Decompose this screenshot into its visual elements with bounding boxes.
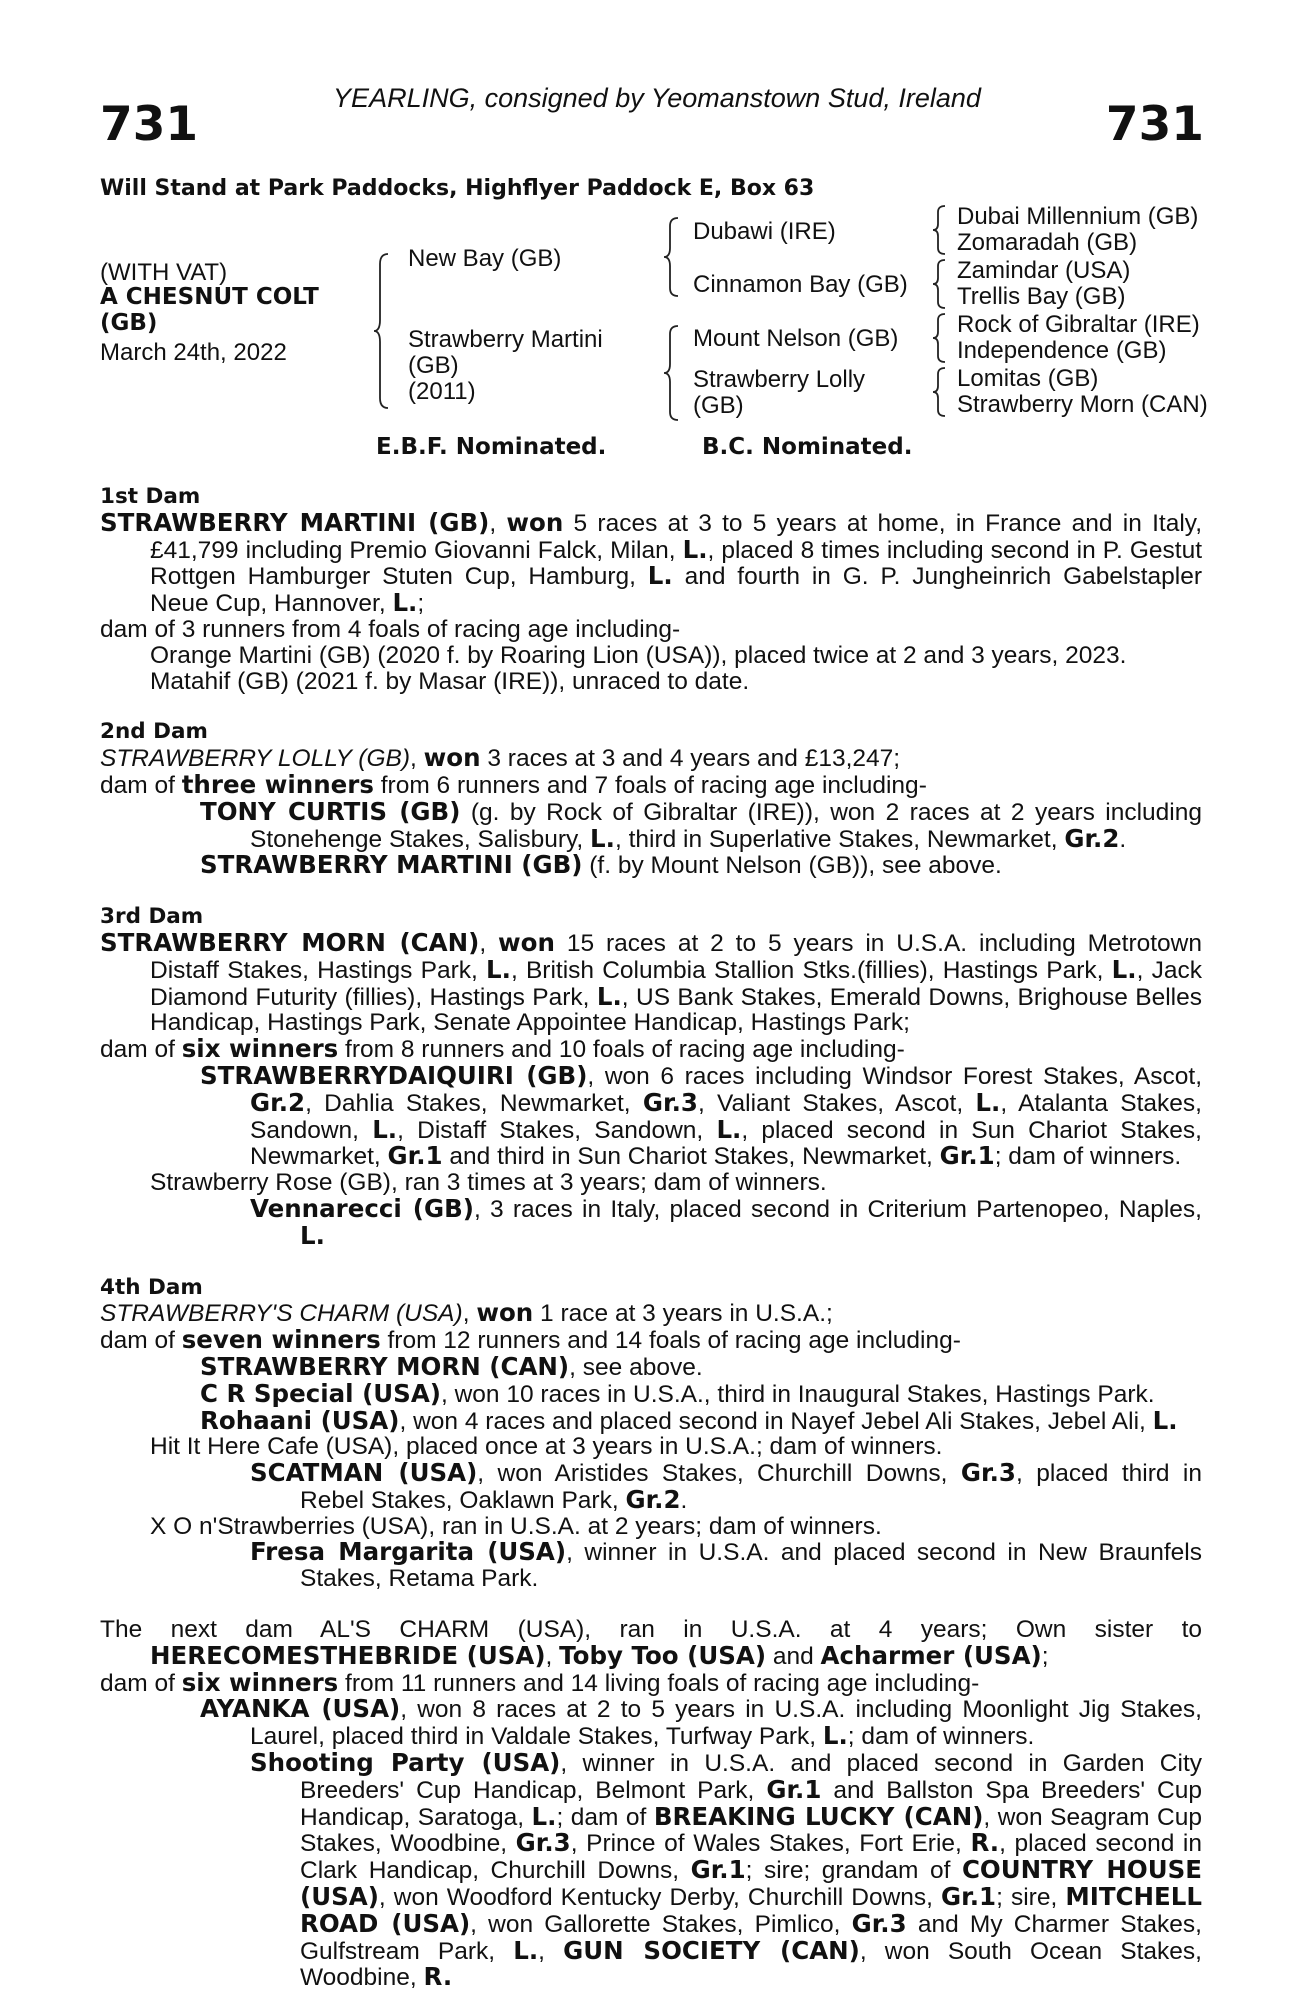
sire: New Bay (GB) — [408, 245, 562, 272]
consignment-subtitle: YEARLING, consigned by Yeomanstown Stud, Ireland — [333, 83, 981, 113]
dss: Rock of Gibraltar (IRE) — [957, 311, 1200, 338]
dam-line2: (GB) — [408, 352, 459, 379]
stand-location: Will Stand at Park Paddocks, Highflyer Paddock E, Box 63 — [100, 176, 815, 201]
lot-number-left: 731 — [100, 97, 199, 152]
horse-country: (GB) — [100, 310, 158, 336]
foaling-date: March 24th, 2022 — [100, 339, 287, 366]
next-dam-record: The next dam AL'S CHARM (USA), ran in U.S.A. at 4 years; Own sister to HERECOMESTHEBRIDE (USA), Toby Too (USA) and Acharmer (USA); — [100, 1616, 1202, 1670]
progeny-item: STRAWBERRY MORN (CAN), see above. — [200, 1351, 703, 1381]
next-dam-section — [100, 1617, 1202, 1991]
lot-number-right: 731 — [1105, 97, 1204, 152]
progeny-item: Orange Martini (GB) (2020 f. by Roaring Lion (USA)), placed twice at 2 and 3 years, 2023. — [150, 641, 1127, 669]
progeny-item: STRAWBERRYDAIQUIRI (GB), won 6 races including Windsor Forest Stakes, Ascot, Gr.2, Dahlia Stakes, Newmarket, Gr.3, Valiant Stakes, Ascot, L., Atalanta Stakes, Sandown, L., Distaff Stakes, Sandown, L., placed second in Sun Chariot Stakes, Newmarket, Gr.1 and third in Sun Chariot Stakes, Newmarket, Gr.1; dam of winners. — [200, 1060, 1203, 1171]
progeny-item: STRAWBERRY MARTINI (GB) (f. by Mount Nelson (GB)), see above. — [200, 850, 1002, 880]
progeny-item: TONY CURTIS (GB) (g. by Rock of Gibraltar (IRE)), won 2 races at 2 years including Stonehenge Stakes, Salisbury, L., third in Superlative Stakes, Newmarket, Gr.2. — [200, 796, 1203, 853]
dam-brace — [662, 324, 682, 424]
second-dam-produce: dam of three winners from 6 runners and 7 foals of racing age including- — [100, 769, 927, 799]
sire-dam: Cinnamon Bay (GB) — [693, 271, 908, 298]
second-dam-record: STRAWBERRY LOLLY (GB), won 3 races at 3 and 4 years and £13,247; — [100, 743, 901, 773]
sss: Dubai Millennium (GB) — [957, 203, 1199, 230]
next-dam-produce: dam of six winners from 11 runners and 14 living foals of racing age including- — [100, 1667, 980, 1697]
brace-3b — [931, 258, 949, 310]
dam-sire: Mount Nelson (GB) — [693, 325, 899, 352]
first-gen-brace — [372, 252, 392, 410]
second-dam-section — [100, 719, 1202, 879]
first-dam-record: STRAWBERRY MARTINI (GB), won 5 races at 3 to 5 years at home, in France and in Italy, £41,799 including Premio Giovanni Falck, Milan, L., placed 8 times including second in P. Gestut Rottgen Hamburger Stuten Cup, Hamburg, L. and fourth in G. P. Jungheinrich Gabelstapler Neue Cup, Hannover, L.; — [100, 507, 1203, 618]
third-dam-produce: dam of six winners from 8 runners and 10 foals of racing age including- — [100, 1034, 905, 1064]
dam-line1: Strawberry Martini — [408, 326, 603, 353]
bc-nomination: B.C. Nominated. — [702, 434, 913, 460]
progeny-item: Fresa Margarita (USA), winner in U.S.A. and placed second in New Braunfels Stakes, Retama Park. — [250, 1537, 1202, 1593]
fourth-dam-produce: dam of seven winners from 12 runners and 14 foals of racing age including- — [100, 1325, 961, 1355]
first-dam-produce: dam of 3 runners from 4 foals of racing age including- — [100, 615, 681, 643]
dam-foaled: (2011) — [408, 378, 476, 405]
progeny-item: C R Special (USA), won 10 races in U.S.A., third in Inaugural Stakes, Hastings Park. — [200, 1378, 1155, 1408]
dds: Lomitas (GB) — [957, 365, 1099, 392]
dsd: Independence (GB) — [957, 337, 1167, 364]
progeny-item: Rohaani (USA), won 4 races and placed second in Nayef Jebel Ali Stakes, Jebel Ali, L. — [200, 1405, 1178, 1435]
ddd: Strawberry Morn (CAN) — [957, 391, 1208, 418]
sdd: Trellis Bay (GB) — [957, 283, 1126, 310]
progeny-item: Strawberry Rose (GB), ran 3 times at 3 years; dam of winners. — [150, 1169, 827, 1197]
progeny-item: SCATMAN (USA), won Aristides Stakes, Churchill Downs, Gr.3, placed third in Rebel Stakes, Oaklawn Park, Gr.2. — [250, 1458, 1202, 1514]
fourth-dam-section — [100, 1275, 1202, 1593]
third-dam-heading: 3rd Dam — [100, 904, 204, 930]
progeny-item: Matahif (GB) (2021 f. by Masar (IRE)), unraced to date. — [150, 667, 750, 695]
horse-name: A CHESNUT COLT — [100, 284, 319, 310]
first-dam-section — [100, 484, 1202, 694]
brace-3d — [931, 366, 949, 418]
sire-brace — [662, 216, 682, 298]
third-dam-record: STRAWBERRY MORN (CAN), won 15 races at 2 to 5 years in U.S.A. including Metrotown Distaff Stakes, Hastings Park, L., British Columbia Stallion Stks.(fillies), Hastings Park, L., Jack Diamond Futurity (fillies), Hastings Park, L., US Bank Stakes, Emerald Downs, Brighouse Belles Handicap, Hastings Park, Senate Appointee Handicap, Hastings Park; — [100, 927, 1202, 1037]
sire-sire: Dubawi (IRE) — [693, 218, 836, 245]
progeny-item: Hit It Here Cafe (USA), placed once at 3 years in U.S.A.; dam of winners. — [150, 1433, 943, 1461]
brace-3a — [931, 204, 949, 256]
brace-3c — [931, 312, 949, 364]
catalogue-body — [100, 484, 1202, 1991]
third-dam-section — [100, 904, 1202, 1249]
progeny-item: Vennarecci (GB), 3 races in Italy, placed second in Criterium Partenopeo, Naples, L. — [250, 1193, 1202, 1250]
progeny-item: Shooting Party (USA), winner in U.S.A. and placed second in Garden City Breeders' Cup Handicap, Belmont Park, Gr.1 and Ballston Spa Breeders' Cup Handicap, Saratoga, L.; dam of BREAKING LUCKY (CAN), won Seagram Cup Stakes, Woodbine, Gr.3, Prince of Wales Stakes, Fort Erie, R., placed second in Clark Handicap, Churchill Downs, Gr.1; sire; grandam of COUNTRY HOUSE (USA), won Woodford Kentucky Derby, Churchill Downs, Gr.1; sire, MITCHELL ROAD (USA), won Gallorette Stakes, Pimlico, Gr.3 and My Charmer Stakes, Gulfstream Park, L., GUN SOCIETY (CAN), won South Ocean Stakes, Woodbine, R. — [250, 1748, 1203, 1992]
second-dam-heading: 2nd Dam — [100, 719, 208, 745]
vat-note: (WITH VAT) — [100, 259, 228, 286]
fourth-dam-record: STRAWBERRY'S CHARM (USA), won 1 race at 3 years in U.S.A.; — [100, 1298, 833, 1328]
ebf-nomination: E.B.F. Nominated. — [376, 434, 607, 460]
sds: Zamindar (USA) — [957, 257, 1131, 284]
fourth-dam-heading: 4th Dam — [100, 1274, 203, 1300]
dam-dam-line2: (GB) — [693, 392, 744, 419]
progeny-item: X O n'Strawberries (USA), ran in U.S.A. at 2 years; dam of winners. — [150, 1512, 882, 1540]
dam-dam-line1: Strawberry Lolly — [693, 366, 866, 393]
progeny-item: AYANKA (USA), won 8 races at 2 to 5 years in U.S.A. including Moonlight Jig Stakes, Laurel, placed third in Valdale Stakes, Turfway Park, L.; dam of winners. — [200, 1694, 1202, 1751]
first-dam-heading: 1st Dam — [100, 484, 201, 509]
ssd: Zomaradah (GB) — [957, 229, 1138, 256]
